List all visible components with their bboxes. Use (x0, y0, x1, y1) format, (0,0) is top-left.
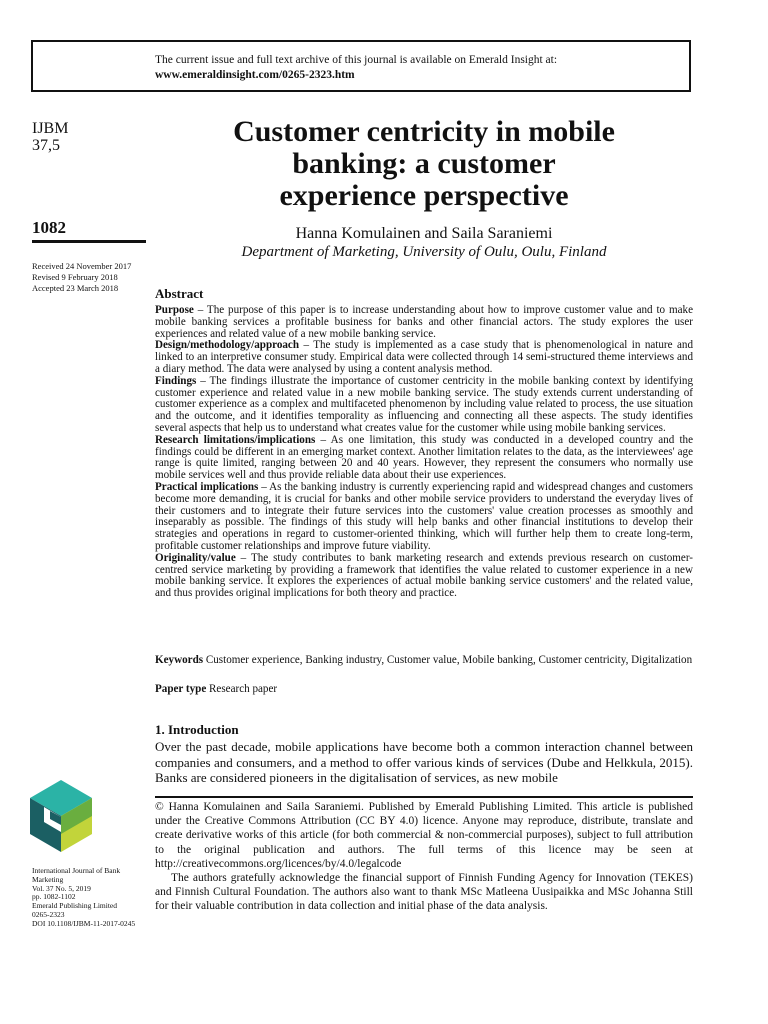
intro-heading: 1. Introduction (155, 722, 239, 737)
meta-line: International Journal of Bank (32, 866, 121, 875)
meta-line: 0265-2323 (32, 909, 65, 919)
title-line: banking: a customer (292, 147, 556, 180)
title-line: Customer centricity in mobile (233, 115, 615, 148)
section-text: – As the banking industry is currently experiencing rapid and widespread changes and customers become more demanding, it is crucial for banks and other mobile service providers to understand the everyday lives of their customers and to integrate their future services into the customers' value creation processes as smoothly and inseparably as possible. The findings of this study will help banks and other financial institutions to develop their strategies and operations in regard to customer-oriented thinking, which will further help them to create long-term, profitable customer relationships and improve future viability. (155, 480, 693, 552)
meta-line: Vol. 37 No. 5, 2019 (32, 883, 91, 893)
paper-type-text: Research paper (206, 683, 278, 695)
section-label: Originality/value (155, 551, 236, 564)
acknowledgement-text: The authors gratefully acknowledge the financial support of Finnish Funding Agency for Innovation (TEKES) and Finnish Cultural Foundation. The authors also want to thank MSc Matleena Uusipaikka and MSc Johanna Still for their valuable contribution in data collection and initial phase of the data analysis. (155, 872, 693, 913)
accepted-date: Accepted 23 March 2018 (32, 283, 119, 293)
meta-line: pp. 1082-1102 (32, 892, 76, 902)
open-access-logo-icon (30, 780, 92, 852)
footnote-rule (155, 796, 693, 798)
authors: Hanna Komulainen and Saila Saraniemi (295, 225, 553, 242)
abstract-limitations (155, 435, 693, 482)
page-number: 1082 (32, 218, 66, 237)
meta-line[interactable]: DOI 10.1108/IJBM-11-2017-0245 (32, 918, 136, 928)
paper-type-label: Paper type (155, 683, 207, 695)
paper-type (155, 683, 277, 695)
received-date: Received 24 November 2017 (32, 261, 132, 271)
sidebar-rule (32, 240, 146, 243)
abstract-purpose (155, 305, 693, 340)
journal-abbrev: IJBM (32, 120, 69, 137)
journal-code (32, 120, 68, 154)
section-text: – The purpose of this paper is to increase understanding about how to improve customer value and to make mobile banking services a profitable business for banks and other financial actors. The study explores the user experiences and related value of a new mobile banking service. (155, 304, 693, 340)
keywords (155, 653, 693, 668)
article-title (156, 116, 692, 212)
section-label: Research limitations/implications (155, 433, 316, 446)
banner-url[interactable]: www.emeraldinsight.com/0265-2323.htm (155, 69, 355, 81)
meta-line: Marketing (32, 874, 64, 884)
section-text: – The study contributes to bank marketing research and extends previous research on customer-centred service marketing by providing a framework that identifies the value related to customer experience in a new mobile banking service. It explores the experiences of actual mobile banking service customers' and the related value, and thus provides original implications for both theory and practice. (155, 551, 693, 600)
abstract-heading: Abstract (155, 286, 204, 301)
abstract-body (155, 305, 693, 600)
keywords-label: Keywords (155, 654, 204, 666)
article-dates (32, 261, 131, 294)
publication-meta (32, 867, 142, 929)
section-text: – The findings illustrate the importance of customer centricity in the mobile banking context by identifying customer experience and related value in a new mobile banking service. The study extends current understanding of customer experience as a complex and multifaceted phenomenon by including value related to process, the use situation and the outcome, and it identifies temporality as influencing and connecting all these aspects. The study identifies several aspects that help us to understand what creates value for the customer while using mobile banking services. (155, 374, 693, 434)
abstract-practical (155, 482, 693, 553)
section-label: Practical implications (155, 480, 259, 493)
journal-volume: 37,5 (32, 137, 60, 154)
abstract-findings (155, 376, 693, 435)
section-label: Design/methodology/approach (155, 339, 300, 352)
banner-text: The current issue and full text archive of this journal is available on Emerald Insight at: (155, 54, 558, 66)
title-line: experience perspective (279, 179, 569, 212)
section-text: – The study is implemented as a case study that is phenomenological in nature and linked to an interpretive consumer study. Empirical data were collected through 14 semi-structured theme interviews and a diary method. The data were analysed by using a content analysis method. (155, 339, 693, 375)
abstract-originality (155, 553, 693, 600)
section-label: Purpose (155, 304, 194, 316)
intro-text: Over the past decade, mobile applications have become both a common interaction channel between companies and consumers, and a method to offer various kinds of services (Dube and Helkkula, 2015). Banks are considered pioneers in the digitalisation of services, as new mobile (155, 739, 693, 785)
journal-banner (31, 40, 691, 92)
keywords-text: Customer experience, Banking industry, Customer value, Mobile banking, Customer centricity, Digitalization (203, 654, 693, 666)
section-label: Findings (155, 374, 197, 387)
footnote (155, 800, 693, 914)
license-text: © Hanna Komulainen and Saila Saraniemi. Published by Emerald Publishing Limited. This article is published under the Creative Commons Attribution (CC BY 4.0) licence. Anyone may reproduce, distribute, translate and create derivative works of this article (for both commercial & non-commercial purposes), subject to full attribution to the original publication and authors. The full terms of this licence may be seen at http://creativecommons.org/licences/by/4.0/legalcode (155, 801, 693, 870)
meta-line: Emerald Publishing Limited (32, 901, 117, 911)
affiliation: Department of Marketing, University of Oulu, Oulu, Finland (241, 244, 607, 260)
revised-date: Revised 9 February 2018 (32, 272, 118, 282)
section-text: – As one limitation, this study was conducted in a developed country and the findings could be different in an emerging market context. Another limitation relates to the data, as the interviewees' age range is quite limited, ranging between 20 and 40 years. However, they represent the consumers who normally use mobile services well and thus provide reliable data about their use experiences. (155, 433, 693, 482)
abstract-design (155, 340, 693, 375)
